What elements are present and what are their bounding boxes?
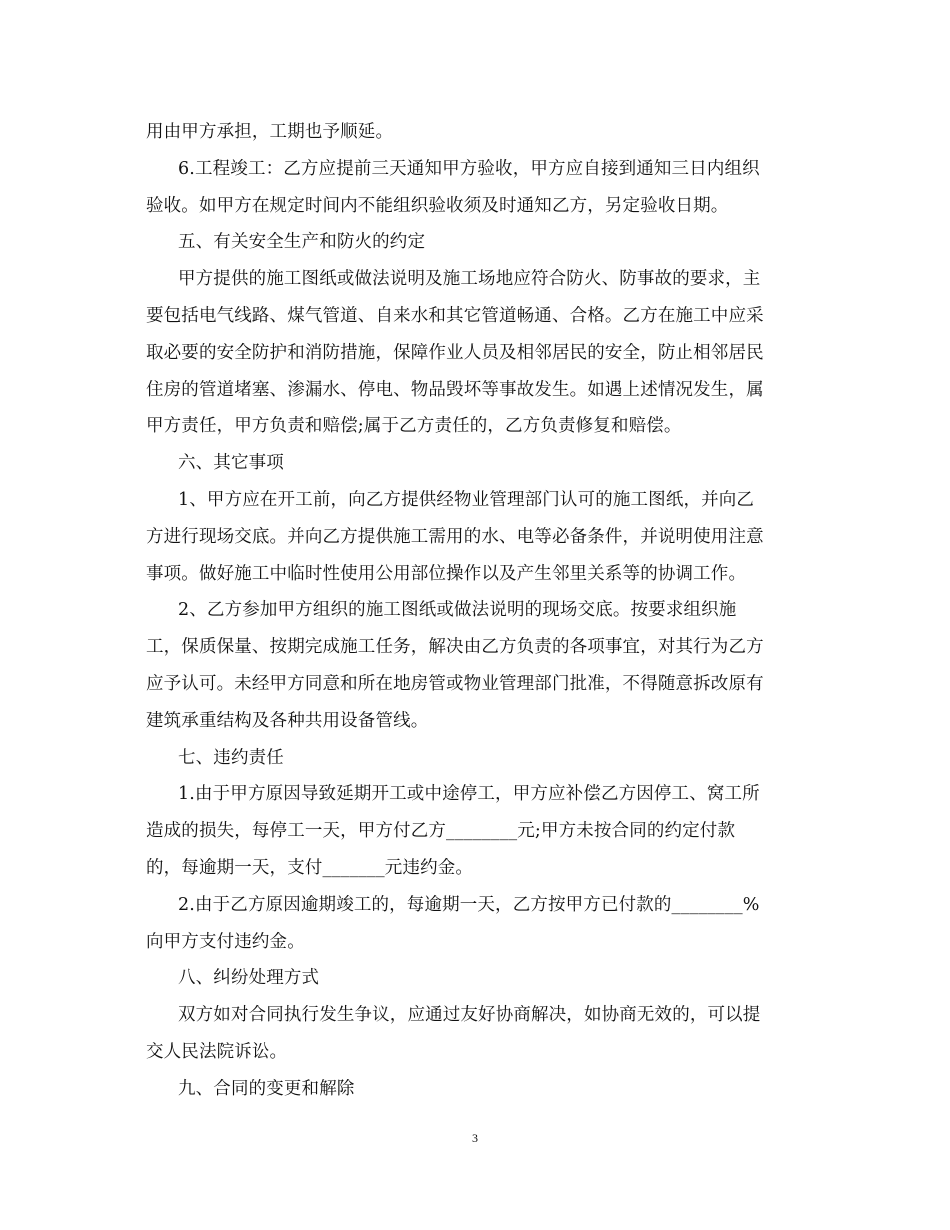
- text-line: 造成的损失，每停工一天，甲方付乙方________元;甲方未按合同的约定付款: [146, 821, 736, 842]
- text-line: 住房的管道堵塞、渗漏水、停电、物品毁坏等事故发生。如遇上述情况发生，属: [146, 379, 764, 400]
- text-line: 建筑承重结构及各种共用设备管线。: [146, 710, 429, 731]
- page-number: 3: [472, 1131, 478, 1145]
- text-line: 2.由于乙方原因逾期竣工的，每逾期一天，乙方按甲方已付款的________%: [178, 894, 760, 915]
- text-line: 2、乙方参加甲方组织的施工图纸或做法说明的现场交底。按要求组织施: [178, 600, 737, 621]
- text-line: 6.工程竣工：乙方应提前三天通知甲方验收，甲方应自接到通知三日内组织: [178, 158, 760, 179]
- section-heading: 七、违约责任: [178, 747, 284, 768]
- text-line: 事项。做好施工中临时性使用公用部位操作以及产生邻里关系等的协调工作。: [146, 563, 747, 584]
- text-line: 向甲方支付违约金。: [146, 931, 305, 952]
- text-line: 甲方提供的施工图纸或做法说明及施工场地应符合防火、防事故的要求，主: [178, 269, 761, 290]
- text-line: 取必要的安全防护和消防措施，保障作业人员及相邻居民的安全，防止相邻居民: [146, 342, 764, 363]
- text-line: 应予认可。未经甲方同意和所在地房管或物业管理部门批准，不得随意拆改原有: [146, 673, 764, 694]
- text-line: 1.由于甲方原因导致延期开工或中途停工，甲方应补偿乙方因停工、窝工所: [178, 784, 760, 805]
- text-line: 双方如对合同执行发生争议，应通过友好协商解决，如协商无效的，可以提: [178, 1005, 761, 1026]
- section-heading: 五、有关安全生产和防火的约定: [178, 232, 426, 253]
- document-body: [146, 114, 806, 1108]
- text-line: 验收。如甲方在规定时间内不能组织验收须及时通知乙方，另定验收日期。: [146, 195, 729, 216]
- text-line: 的，每逾期一天，支付_______元违约金。: [146, 857, 474, 878]
- text-line: 用由甲方承担，工期也予顺延。: [146, 122, 394, 142]
- section-heading: 九、合同的变更和解除: [178, 1078, 355, 1099]
- text-line: 要包括电气线路、煤气管道、自来水和其它管道畅通、合格。乙方在施工中应采: [146, 305, 764, 326]
- text-line: 甲方责任，甲方负责和赔偿;属于乙方责任的，乙方负责修复和赔偿。: [146, 416, 682, 437]
- section-heading: 八、纠纷处理方式: [178, 968, 320, 989]
- text-line: 工，保质保量、按期完成施工任务，解决由乙方负责的各项事宜，对其行为乙方: [146, 637, 764, 658]
- text-line: 1、甲方应在开工前，向乙方提供经物业管理部门认可的施工图纸，并向乙: [178, 489, 755, 510]
- text-line: 方进行现场交底。并向乙方提供施工需用的水、电等必备条件，并说明使用注意: [146, 526, 764, 547]
- text-line: 交人民法院诉讼。: [146, 1041, 288, 1062]
- section-heading: 六、其它事项: [178, 453, 284, 474]
